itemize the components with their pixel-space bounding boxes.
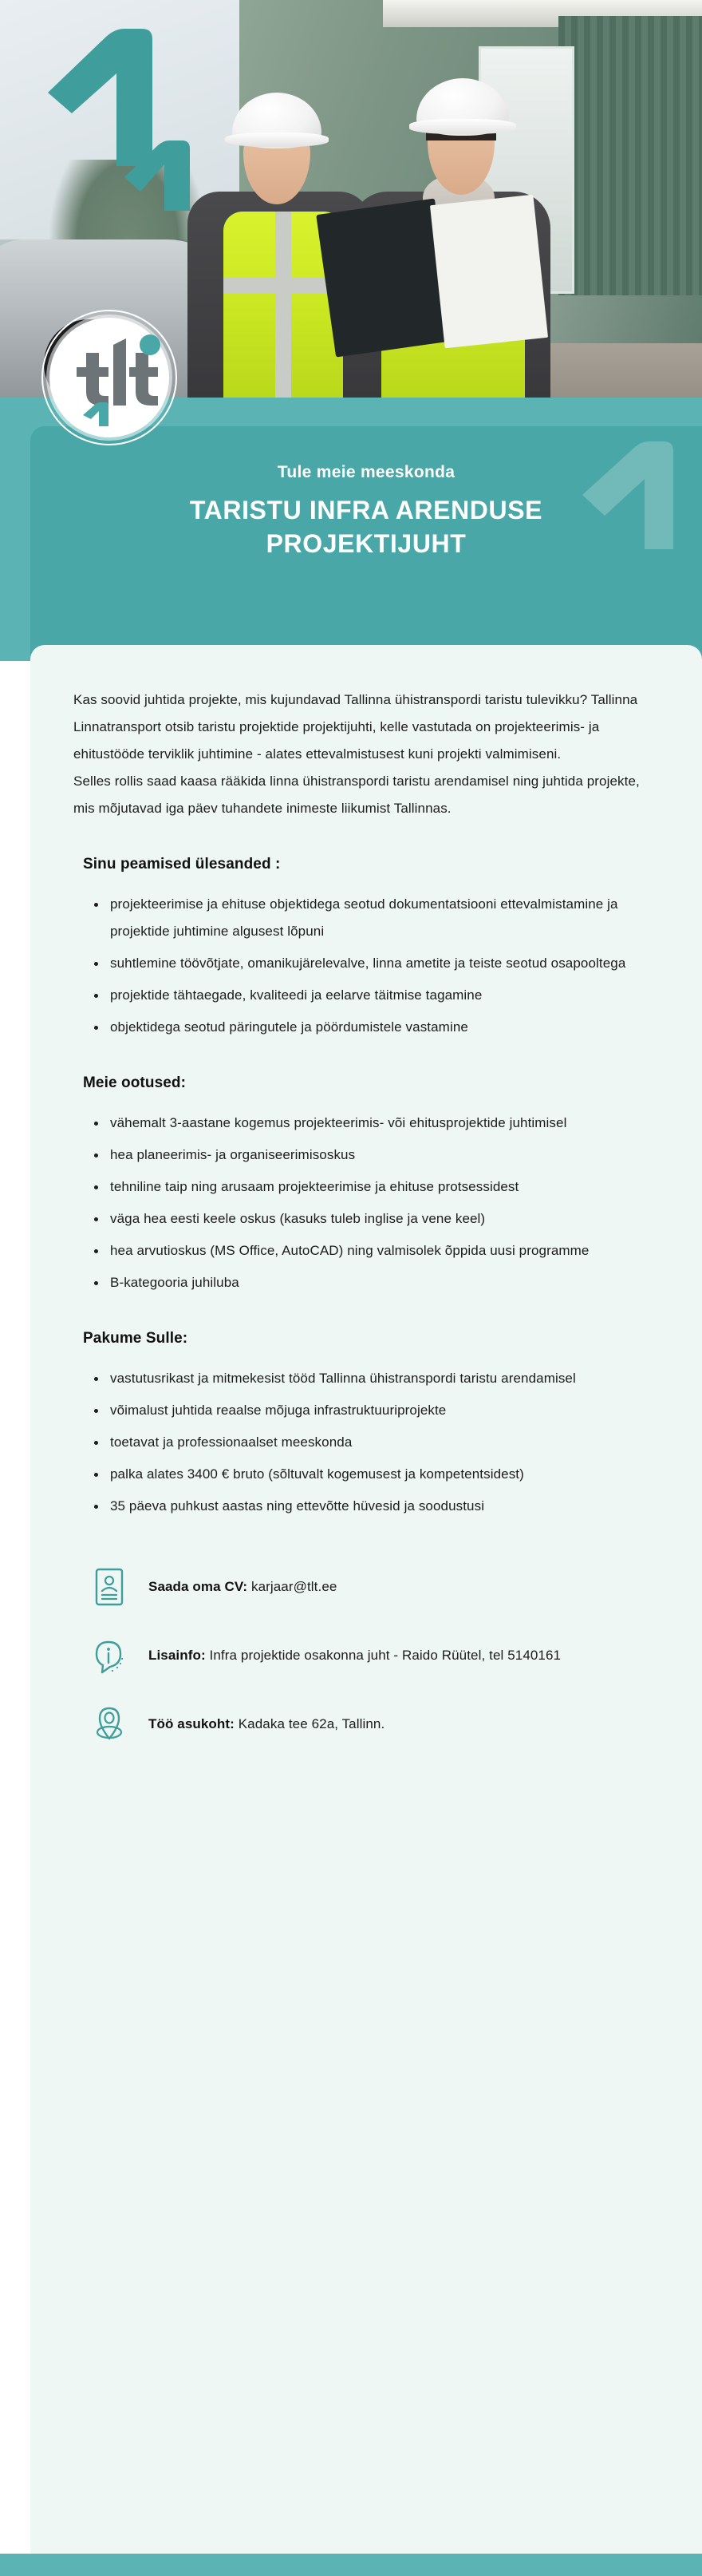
list-item: võimalust juhtida reaalse mõjuga infrastruktuuriprojekte (91, 1397, 659, 1424)
intro-paragraph-1: Kas soovid juhtida projekte, mis kujundavad Tallinna ühistranspordi taristu tulevikku? Tallinna Linnatransport otsib taristu projektide projektijuhti, kelle vastutada on projekteerimis- ja ehitustööde terviklik juhtimine - alates ettevalmistusest kuni projekti valmimiseni. (73, 692, 638, 762)
offer-list (91, 1365, 659, 1520)
contact-row-info (91, 1633, 659, 1678)
expectations-list (91, 1110, 659, 1296)
header-text-block (30, 463, 702, 560)
contact-text-location (148, 1702, 385, 1736)
worker-left-hard-hat (232, 93, 321, 148)
list-item: palka alates 3400 € bruto (sõltuvalt kogemusest ja kompetentsidest) (91, 1461, 659, 1488)
contact-label-info: Lisainfo: (148, 1648, 206, 1663)
list-item: B-kategooria juhiluba (91, 1269, 659, 1296)
list-item: hea arvutioskus (MS Office, AutoCAD) ning valmisolek õppida uusi programme (91, 1237, 659, 1264)
list-item: projektide tähtaegade, kvaliteedi ja eelarve täitmise tagamine (91, 982, 659, 1009)
contact-text-info (148, 1633, 561, 1668)
list-item: projekteerimise ja ehituse objektidega seotud dokumentatsiooni ettevalmistamine ja projektide juhtimine algusest lõpuni (91, 891, 659, 945)
clipboard-papers (430, 195, 548, 349)
intro-block (73, 687, 659, 822)
photo-garage-door (558, 16, 702, 295)
list-item: 35 päeva puhkust aastas ning ettevõtte hüvesid ja soodustusi (91, 1493, 659, 1520)
footer-strip (0, 2554, 702, 2576)
contact-block (91, 1565, 659, 1747)
worker-left-vest-stripe-2 (275, 212, 291, 407)
contact-label-location: Töö asukoht: (148, 1716, 235, 1731)
section-heading-expectations: Meie ootused: (83, 1074, 187, 1091)
map-pin-icon (91, 1702, 128, 1747)
teal-arrow-small-icon (120, 128, 196, 216)
tlt-logo-icon (49, 318, 169, 437)
info-bubble-icon (91, 1633, 128, 1678)
contact-value-location: Kadaka tee 62a, Tallinn. (234, 1716, 385, 1731)
page-title (62, 493, 670, 560)
worker-right-hard-hat (416, 78, 509, 136)
list-item: vähemalt 3-aastane kogemus projekteerimis- või ehitusprojektide juhtimisel (91, 1110, 659, 1137)
contact-value-cv[interactable]: karjaar@tlt.ee (247, 1579, 337, 1594)
list-item: vastutusrikast ja mitmekesist tööd Tallinna ühistranspordi taristu arendamisel (91, 1365, 659, 1392)
list-item: hea planeerimis- ja organiseerimisoskus (91, 1142, 659, 1169)
list-item: suhtlemine töövõtjate, omanikujärelevalve, linna ametite ja teiste seotud osapooltega (91, 950, 659, 977)
list-item: objektidega seotud päringutele ja pöördumistele vastamine (91, 1014, 659, 1041)
intro-paragraph-2: Selles rollis saad kaasa rääkida linna ühistranspordi taristu arendamisel ning juhtida projekte, mis mõjutavad iga päev tuhandete inimeste liikumist Tallinnas. (73, 774, 640, 816)
list-item: väga hea eesti keele oskus (kasuks tuleb inglise ja vene keel) (91, 1205, 659, 1233)
contact-label-cv: Saada oma CV: (148, 1579, 248, 1594)
job-title-line1: TARISTU INFRA ARENDUSE (189, 496, 543, 524)
contact-row-location (91, 1702, 659, 1747)
tlt-logo-badge[interactable] (49, 318, 169, 437)
content-card (30, 645, 702, 2576)
list-item: toetavat ja professionaalset meeskonda (91, 1429, 659, 1456)
list-item: tehniline taip ning arusaam projekteerimise ja ehituse protsessidest (91, 1173, 659, 1201)
section-heading-tasks: Sinu peamised ülesanded : (83, 856, 281, 873)
id-card-icon (91, 1565, 128, 1609)
header-kicker: Tule meie meeskonda (277, 463, 456, 481)
contact-value-info: Infra projektide osakonna juht - Raido Rüütel, tel 5140161 (205, 1648, 562, 1663)
tasks-list (91, 891, 659, 1041)
contact-row-cv (91, 1565, 659, 1609)
section-heading-offer: Pakume Sulle: (83, 1330, 188, 1347)
contact-text-cv[interactable] (148, 1565, 337, 1599)
job-title-line2: PROJEKTIJUHT (266, 529, 467, 559)
